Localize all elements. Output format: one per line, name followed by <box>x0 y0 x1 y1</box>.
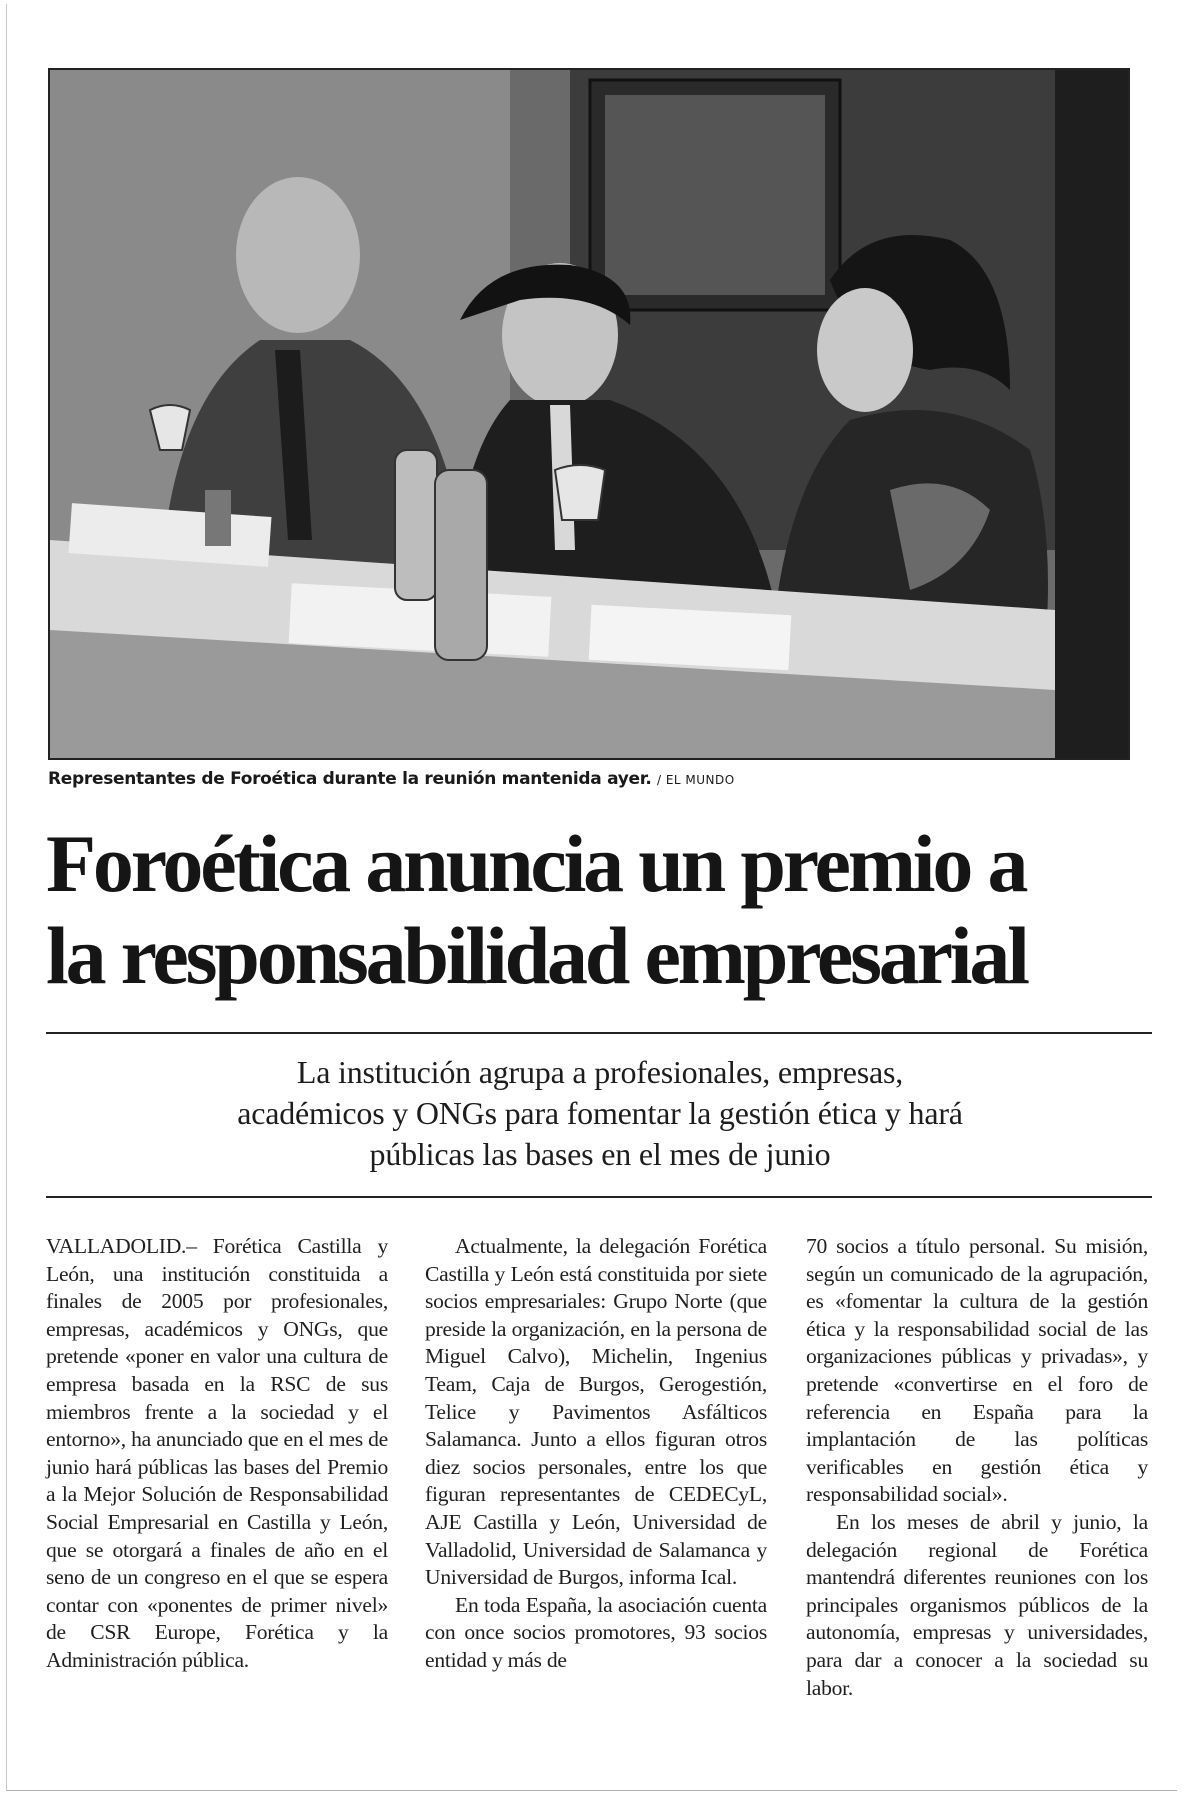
headline <box>46 818 1156 1002</box>
paragraph: VALLADOLID.– Forética Castilla y León, una institución constituida a finales de 2005 por profesionales, empresas, académicos y ONGs, que pretende «poner en valor una cultura de empresa basada en la RSC de sus miembros frente a la sociedad y el entorno», ha anunciado que en el mes de junio hará públicas las bases del Premio a la Mejor Solución de Responsabilidad Social Empresarial en Castilla y León, que se otorgará a finales de año en el seno de un congreso en el que se espera contar con «ponentes de primer nivel» de CSR Europe, Forética y la Administración pública. <box>46 1234 388 1672</box>
body-column-1 <box>46 1233 388 1675</box>
caption-text: Representantes de Foroética durante la reunión mantenida ayer. <box>48 769 652 789</box>
subhead-line-1: La institución agrupa a profesionales, empresas, <box>296 1054 904 1090</box>
subhead-line-2: académicos y ONGs para fomentar la gestión ética y hará <box>237 1095 963 1131</box>
headline-line-2: la responsabilidad empresarial <box>46 910 1027 1001</box>
body-column-3 <box>806 1233 1148 1702</box>
headline-line-1: Foroética anuncia un premio a <box>46 818 1026 909</box>
paragraph: 70 socios a título personal. Su misión, según un comunicado de la agrupación, es «fomentar la cultura de la gestión ética y la responsabilidad social de las organizaciones públicas y privadas», y pretende «convertirse en el foro de referencia en España para la implantación de las políticas verificables en gestión ética y responsabilidad social». <box>806 1234 1148 1507</box>
body-column-2 <box>425 1233 767 1675</box>
caption-credit: / EL MUNDO <box>656 773 735 787</box>
photo-illustration <box>50 70 1130 760</box>
subheadline <box>50 1052 1150 1175</box>
paragraph: En los meses de abril y junio, la delegación regional de Forética mantendrá diferentes reuniones con los principales organismos públicos de la autonomía, empresas y universidades, para dar a conocer a la sociedad su labor. <box>806 1509 1148 1700</box>
photo-caption <box>48 764 735 794</box>
subhead-line-3: públicas las bases en el mes de junio <box>369 1136 831 1172</box>
divider-bottom <box>46 1196 1152 1198</box>
divider-top <box>46 1032 1152 1034</box>
paragraph: Actualmente, la delegación Forética Castilla y León está constituida por siete socios empresariales: Grupo Norte (que preside la organización, en la persona de Miguel Calvo), Michelin, Ingenius Team, Caja de Burgos, Gerogestión, Telice y Pavimentos Asfálticos Salamanca. Junto a ellos figuran otros diez socios personales, entre los que figuran representantes de CEDECyL, AJE Castilla y León, Universidad de Valladolid, Universidad de Salamanca y Universidad de Burgos, informa Ical. <box>425 1234 767 1590</box>
photo-meeting-image <box>48 68 1130 760</box>
paragraph: En toda España, la asociación cuenta con once socios promotores, 93 socios entidad y más de <box>425 1592 767 1672</box>
